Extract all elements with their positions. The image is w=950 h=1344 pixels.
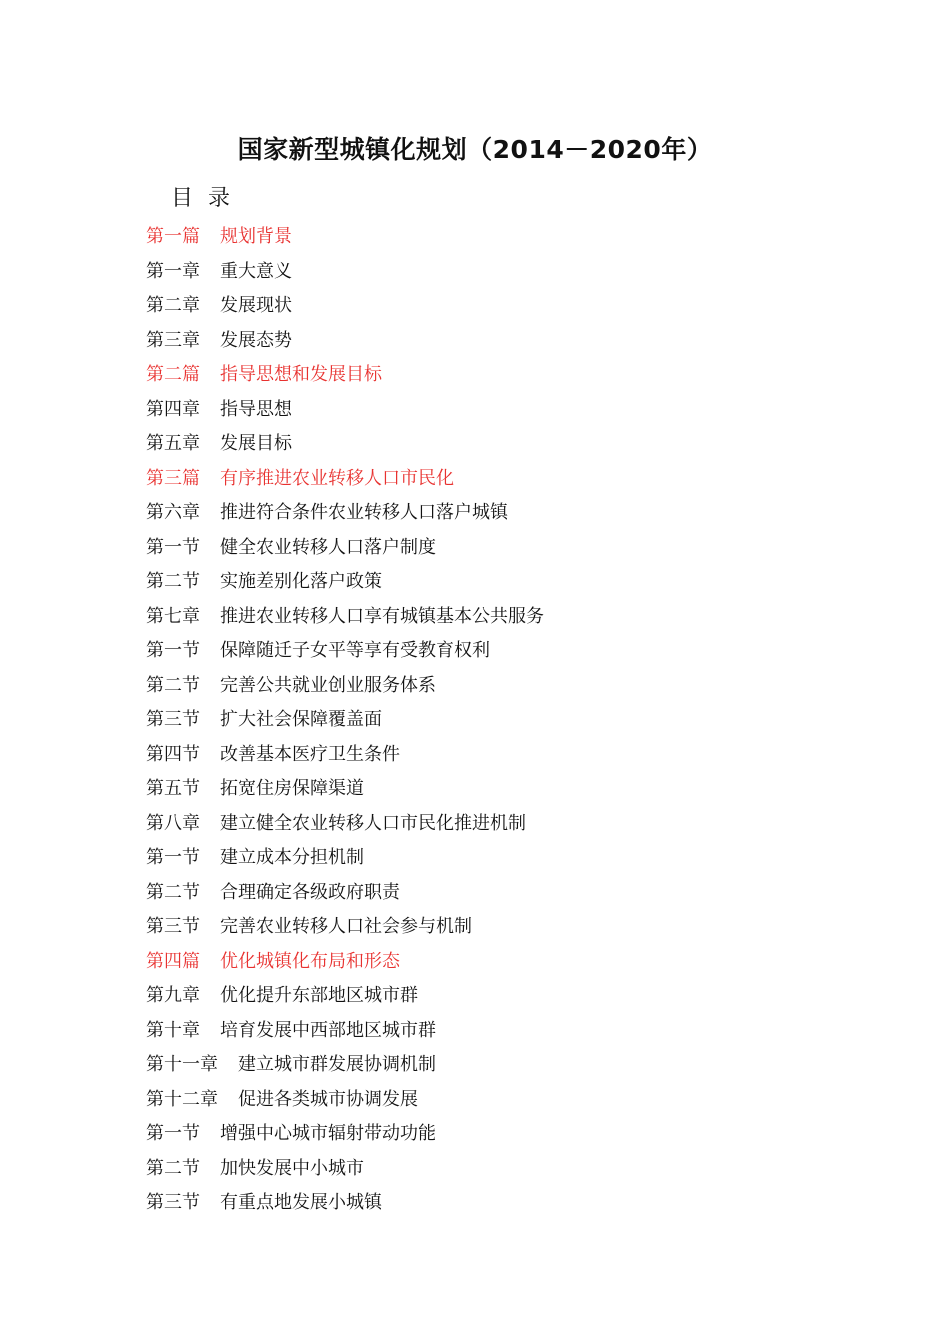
toc-entry-section <box>146 772 544 807</box>
toc-entry-title: 发展态势 <box>220 329 292 351</box>
toc-entry-section <box>146 1152 544 1187</box>
toc-entry-title: 完善农业转移人口社会参与机制 <box>220 916 472 937</box>
toc-entry-label: 第八章 <box>146 812 200 834</box>
toc-entry-title: 保障随迁子女平等享有受教育权利 <box>220 640 490 661</box>
toc-entry-title: 建立健全农业转移人口市民化推进机制 <box>220 812 526 834</box>
toc-entry-section <box>146 1117 544 1152</box>
toc-entry-section <box>146 565 544 600</box>
toc-entry-title: 有重点地发展小城镇 <box>220 1192 382 1213</box>
toc-entry-title: 推进符合条件农业转移人口落户城镇 <box>220 502 508 523</box>
toc-entry-label: 第十一章 <box>146 1054 218 1075</box>
toc-entry-section <box>146 841 544 876</box>
toc-entry-label: 第五章 <box>146 433 200 454</box>
toc-entry-title: 合理确定各级政府职责 <box>220 881 400 903</box>
toc-entry-section <box>146 634 544 669</box>
toc-entry-title: 实施差别化落户政策 <box>220 571 382 592</box>
toc-entry-part <box>146 358 544 393</box>
toc-entry-section <box>146 703 544 738</box>
toc-entry-title: 培育发展中西部地区城市群 <box>220 1019 436 1041</box>
toc-entry-label: 第七章 <box>146 605 200 627</box>
toc-entry-label: 第一节 <box>146 640 200 661</box>
toc-entry-label: 第九章 <box>146 985 200 1006</box>
toc-entry-label: 第十二章 <box>146 1088 218 1110</box>
toc-entry-chapter <box>146 427 544 462</box>
toc-entry-title: 指导思想和发展目标 <box>220 364 382 385</box>
toc-entry-label: 第二节 <box>146 571 200 592</box>
toc-entry-label: 第三章 <box>146 329 200 351</box>
toc-entry-chapter <box>146 807 544 842</box>
toc-entry-title: 重大意义 <box>220 260 292 282</box>
toc-entry-title: 建立城市群发展协调机制 <box>238 1054 436 1075</box>
toc-entry-chapter <box>146 255 544 290</box>
toc-entry-label: 第三节 <box>146 1192 200 1213</box>
toc-entry-title: 指导思想 <box>220 398 292 420</box>
toc-entry-title: 扩大社会保障覆盖面 <box>220 709 382 730</box>
toc-entry-section <box>146 531 544 566</box>
toc-entry-part <box>146 220 544 255</box>
toc-entry-chapter <box>146 1014 544 1049</box>
toc-entry-chapter <box>146 324 544 359</box>
toc-heading: 目 录 <box>171 186 234 211</box>
toc-entry-section <box>146 738 544 773</box>
toc-entry-title: 发展目标 <box>220 433 292 454</box>
toc-entry-chapter <box>146 393 544 428</box>
toc-entry-title: 优化城镇化布局和形态 <box>220 950 400 972</box>
toc-entry-chapter <box>146 1048 544 1083</box>
toc-entry-title: 建立成本分担机制 <box>220 847 364 868</box>
toc-entry-label: 第五节 <box>146 778 200 799</box>
toc-entry-chapter <box>146 289 544 324</box>
toc-entry-part <box>146 945 544 980</box>
toc-entry-label: 第一节 <box>146 536 200 558</box>
toc-entry-title: 优化提升东部地区城市群 <box>220 985 418 1006</box>
toc-entry-title: 推进农业转移人口享有城镇基本公共服务 <box>220 605 544 627</box>
toc-entry-label: 第二节 <box>146 1157 200 1179</box>
toc-entry-chapter <box>146 979 544 1014</box>
toc-entry-label: 第十章 <box>146 1019 200 1041</box>
toc-entry-label: 第三节 <box>146 916 200 937</box>
toc-entry-label: 第一篇 <box>146 226 200 247</box>
toc-entry-title: 促进各类城市协调发展 <box>238 1088 418 1110</box>
toc-entry-title: 加快发展中小城市 <box>220 1157 364 1179</box>
toc-entry-chapter <box>146 600 544 635</box>
toc-entry-label: 第三篇 <box>146 467 200 489</box>
toc-entry-label: 第四章 <box>146 398 200 420</box>
toc-entry-title: 拓宽住房保障渠道 <box>220 778 364 799</box>
toc-entry-chapter <box>146 496 544 531</box>
toc-entry-section <box>146 910 544 945</box>
toc-entry-label: 第一节 <box>146 847 200 868</box>
toc-entry-title: 发展现状 <box>220 295 292 316</box>
toc-entry-part <box>146 462 544 497</box>
toc-entry-title: 规划背景 <box>220 226 292 247</box>
toc-entry-title: 有序推进农业转移人口市民化 <box>220 467 454 489</box>
toc-entry-label: 第四节 <box>146 743 200 765</box>
toc-entry-label: 第二章 <box>146 295 200 316</box>
toc-entry-title: 完善公共就业创业服务体系 <box>220 674 436 696</box>
toc-entry-chapter <box>146 1083 544 1118</box>
document-title: 国家新型城镇化规划（2014－2020年） <box>237 135 713 164</box>
toc-entry-label: 第一节 <box>146 1123 200 1144</box>
toc-entry-label: 第二篇 <box>146 364 200 385</box>
toc-entry-title: 健全农业转移人口落户制度 <box>220 536 436 558</box>
table-of-contents <box>146 220 544 1221</box>
toc-entry-label: 第二节 <box>146 881 200 903</box>
toc-entry-label: 第四篇 <box>146 950 200 972</box>
toc-entry-section <box>146 669 544 704</box>
toc-entry-label: 第二节 <box>146 674 200 696</box>
toc-entry-title: 改善基本医疗卫生条件 <box>220 743 400 765</box>
toc-entry-label: 第一章 <box>146 260 200 282</box>
toc-entry-label: 第三节 <box>146 709 200 730</box>
toc-entry-label: 第六章 <box>146 502 200 523</box>
toc-entry-section <box>146 1186 544 1221</box>
toc-entry-section <box>146 876 544 911</box>
toc-entry-title: 增强中心城市辐射带动功能 <box>220 1123 436 1144</box>
